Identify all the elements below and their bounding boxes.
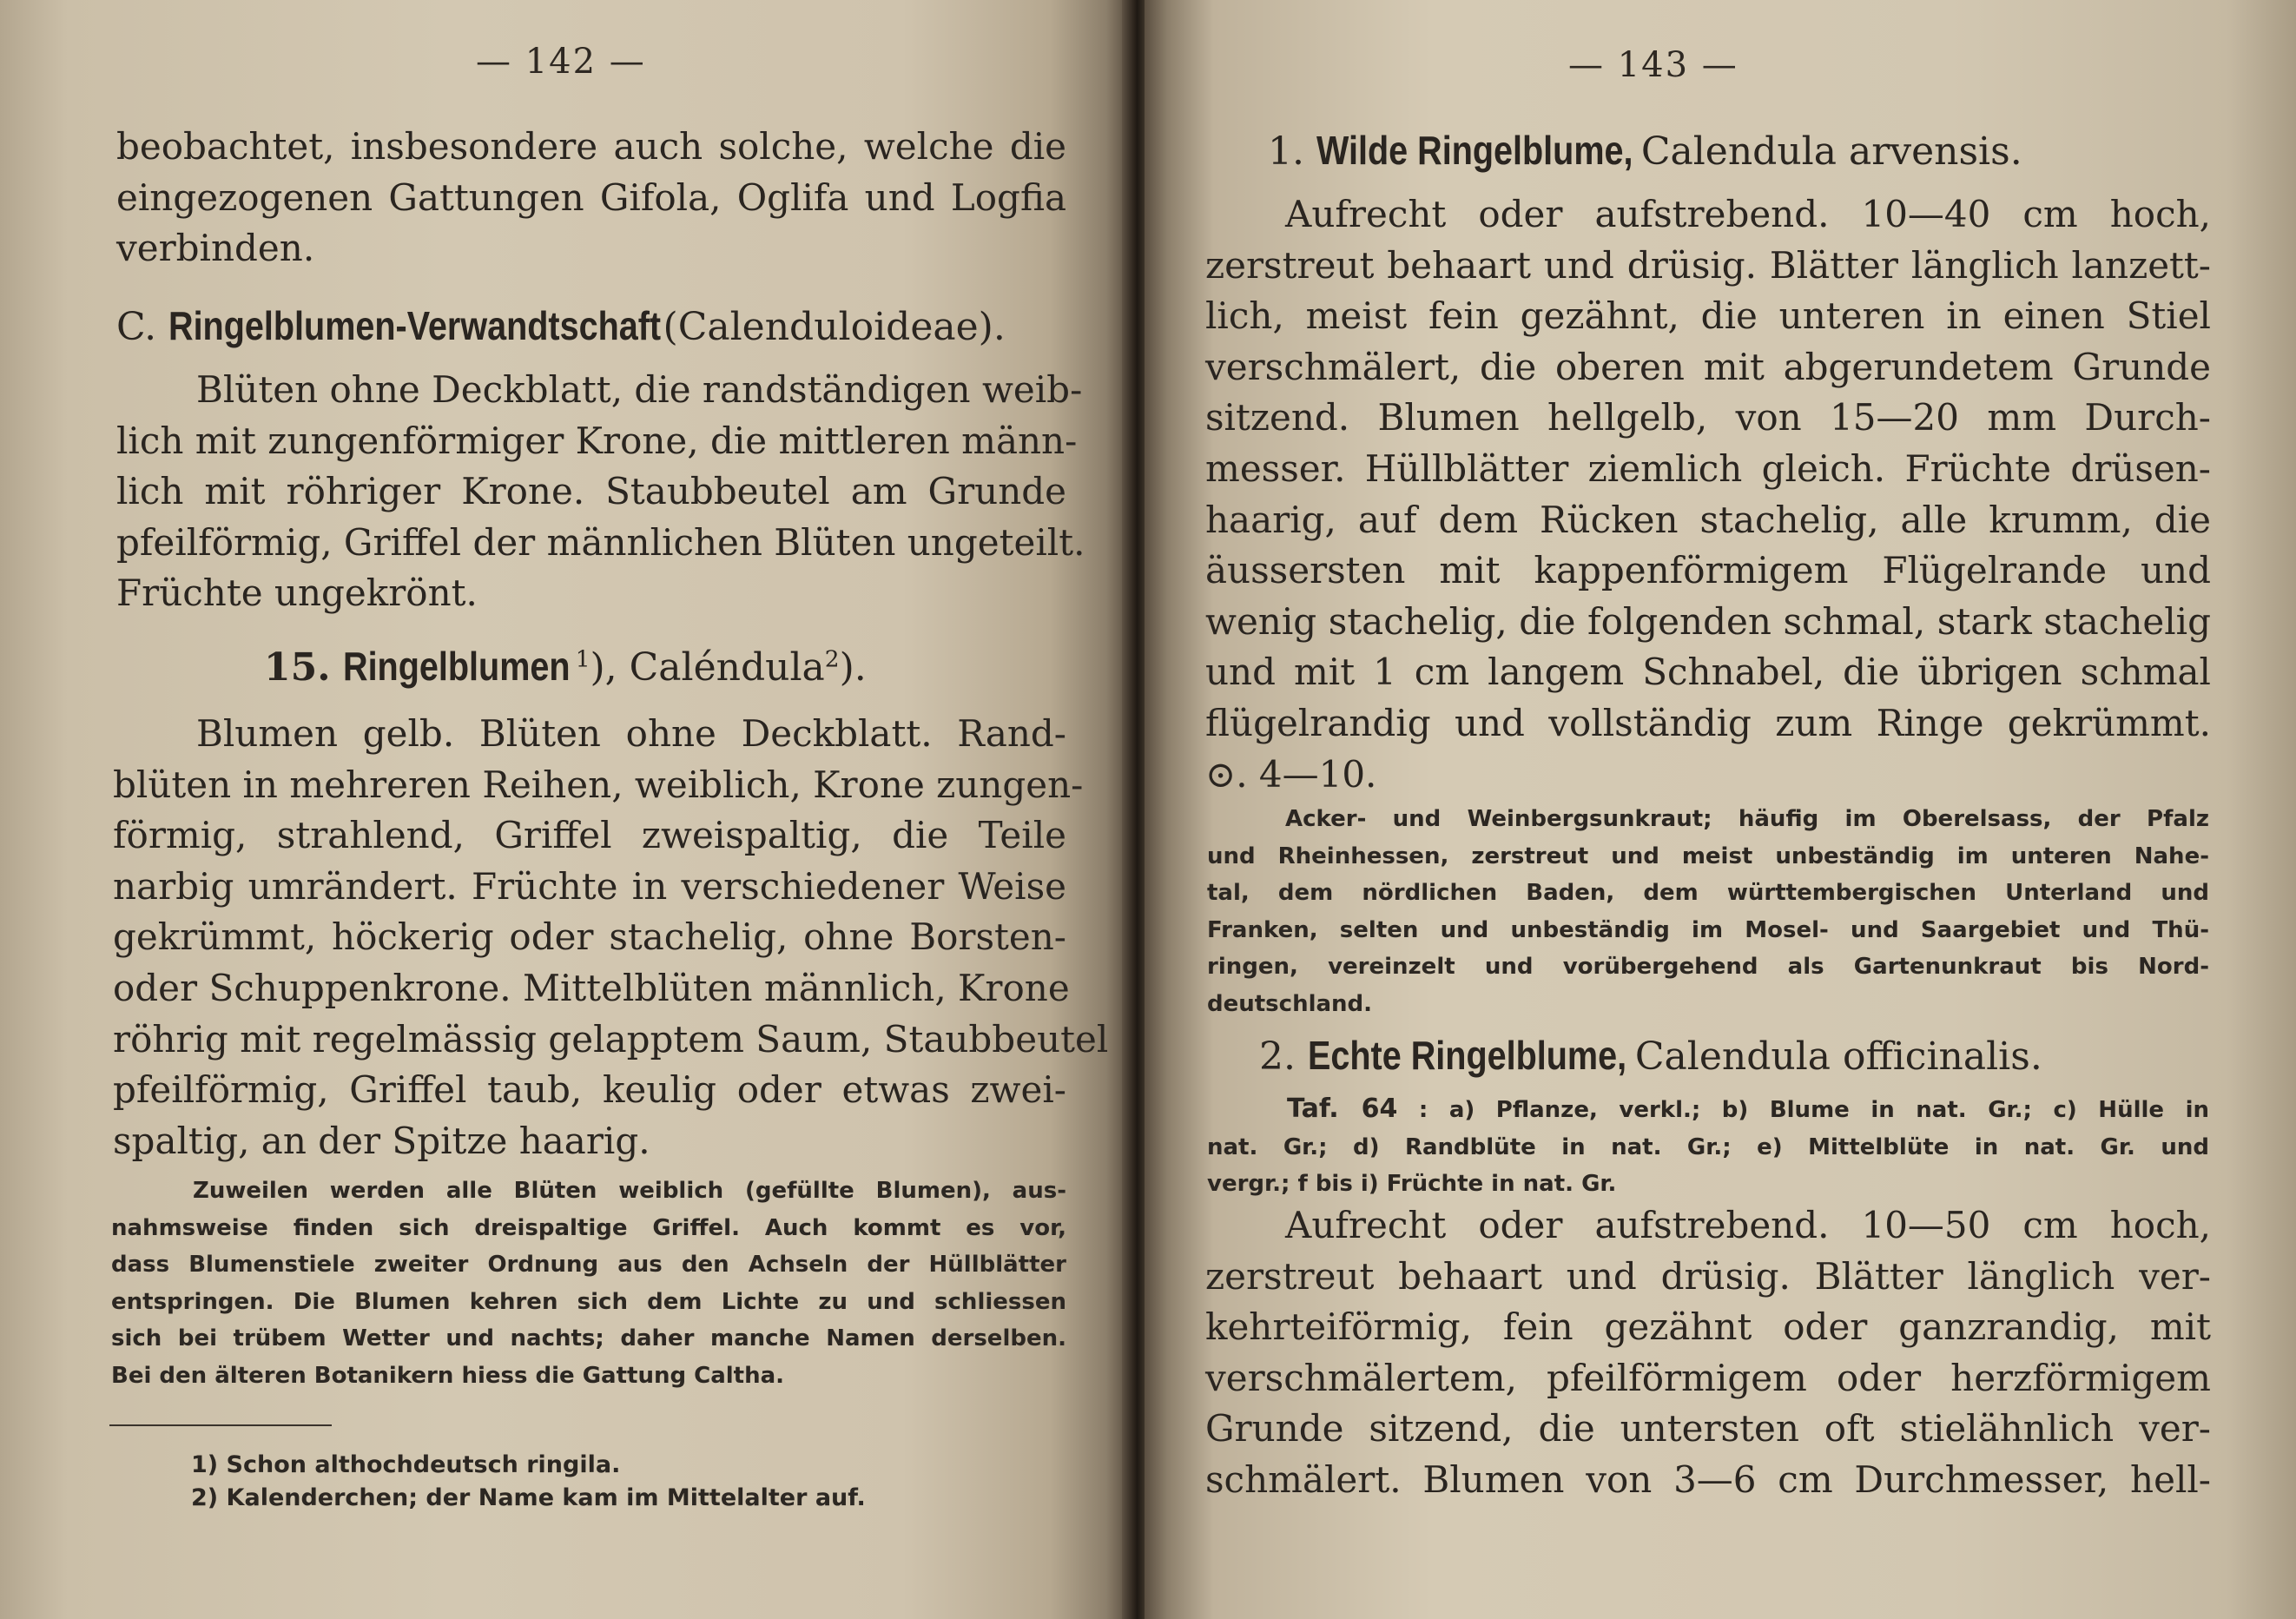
note-line: dass Blumenstiele zweiter Ordnung aus den Achseln der Hüllblätter: [111, 1252, 1066, 1279]
section-letter: C.: [116, 305, 157, 349]
text-line: Aufrecht oder aufstrebend. 10—50 cm hoch,: [1285, 1204, 2211, 1246]
note-line: Franken, selten und unbeständig im Mosel- und Saargebiet und Thü-: [1207, 916, 2209, 943]
text-line: kehrteiförmig, fein gezähnt oder ganzrandig, mit: [1205, 1305, 2211, 1349]
text-line: gekrümmt, höckerig oder stachelig, ohne Borsten-: [113, 915, 1066, 959]
genus-note: [111, 1173, 1066, 1395]
note-line: tal, dem nördlichen Baden, dem württembergischen Unterland und: [1207, 880, 2209, 907]
note-line: Zuweilen werden alle Blüten weiblich (gefüllte Blumen), aus-: [193, 1178, 1066, 1204]
text-line: verschmälertem, pfeilförmigem oder herzförmigem: [1205, 1356, 2211, 1399]
text-line: lich mit röhriger Krone. Staubbeutel am Grunde: [116, 470, 1066, 513]
species2-description: [1205, 1200, 2211, 1506]
right-page: [1145, 0, 2296, 1619]
text-line: verbinden.: [116, 227, 315, 270]
text-line: förmig, strahlend, Griffel zweispaltig, die Teile: [113, 814, 1066, 857]
text-line: eingezogenen Gattungen Gifola, Oglifa und Logfia: [116, 175, 1066, 219]
text-line: verschmälert, die oberen mit abgerundetem Grunde: [1205, 345, 2211, 388]
text-line: zerstreut behaart und drüsig. Blätter länglich ver-: [1205, 1254, 2211, 1298]
text-line: und mit 1 cm langem Schnabel, die übrigen schmal: [1205, 651, 2211, 694]
text-line: blüten in mehreren Reihen, weiblich, Krone zungen-: [113, 763, 1084, 806]
text-line: ⊙. 4—10.: [1205, 752, 1377, 796]
text-line: sitzend. Blumen hellgelb, von 15—20 mm Durch-: [1205, 396, 2211, 439]
note-line: Acker- und Weinbergsunkraut; häufig im Oberelsass, der Pfalz: [1285, 806, 2209, 832]
species2-heading: [1259, 1032, 2042, 1079]
section-heading: [116, 302, 1080, 349]
intro-paragraph: [116, 122, 1066, 274]
species1-distribution: [1207, 801, 2209, 1023]
footnote: [191, 1482, 866, 1515]
section-paragraph: [116, 365, 1085, 619]
footnote-divider: [109, 1424, 332, 1426]
footnote-ref: 2: [824, 645, 840, 673]
note-line: nat. Gr.; d) Randblüte in nat. Gr.; e) Mittelblüte in nat. Gr. und: [1207, 1133, 2209, 1160]
footnote-ref: 1: [575, 645, 590, 673]
species-number: 2.: [1259, 1034, 1296, 1079]
text-line: Grunde sitzend, die untersten oft stielähnlich ver-: [1205, 1407, 2211, 1450]
footnote: [191, 1449, 866, 1482]
text-line: Aufrecht oder aufstrebend. 10—40 cm hoch,: [1285, 193, 2211, 235]
species-title: Wilde Ringelblume,: [1316, 128, 1633, 173]
section-title: Ringelblumen-Verwandtschaft: [168, 303, 662, 348]
text-line: haarig, auf dem Rücken stachelig, alle krumm, die: [1205, 498, 2211, 541]
text-line: zerstreut behaart und drüsig. Blätter länglich lanzett-: [1205, 243, 2211, 287]
section-latin: (Calenduloideae).: [663, 305, 1006, 349]
note-line: ringen, vereinzelt und vorübergehend als Gartenunkraut bis Nord-: [1207, 954, 2209, 981]
text-line: oder Schuppenkrone. Mittelblüten männlich, Krone: [113, 966, 1070, 1009]
page-number: — 143 —: [1568, 45, 1738, 85]
text-line: äussersten mit kappenförmigem Flügelrande und: [1205, 549, 2211, 592]
text-line: Blüten ohne Deckblatt, die randständigen weib-: [196, 368, 1083, 411]
note-line: entspringen. Die Blumen kehren sich dem Lichte zu und schliessen: [111, 1288, 1066, 1315]
text-line: pfeilförmig, Griffel der männlichen Blüten ungeteilt.: [116, 520, 1085, 564]
note-line: sich bei trübem Wetter und nachts; daher manche Namen derselben.: [111, 1325, 1066, 1352]
plate-reference: [1207, 1091, 2209, 1203]
note-line: deutschland.: [1207, 990, 1373, 1017]
footnote-text: Schon althochdeutsch ringila.: [226, 1451, 621, 1478]
text-line: lich mit zungenförmiger Krone, die mittleren männ-: [116, 419, 1078, 462]
plate-text: : a) Pflanze, verkl.; b) Blume in nat. Gr.; c) Hülle in: [1418, 1097, 2210, 1123]
text-line: pfeilförmig, Griffel taub, keulig oder etwas zwei-: [113, 1068, 1066, 1112]
note-line: und Rheinhessen, zerstreut und meist unbeständig im unteren Nahe-: [1207, 843, 2209, 869]
note-line: vergr.; f bis i) Früchte in nat. Gr.: [1207, 1171, 1617, 1198]
text-line: wenig stachelig, die folgenden schmal, stark stachelig: [1205, 599, 2211, 643]
text-line: beobachtet, insbesondere auch solche, welche die: [116, 125, 1066, 168]
genus-number: 15.: [264, 645, 331, 690]
text-line: lich, meist fein gezähnt, die unteren in einen Stiel: [1205, 294, 2211, 338]
genus-close: ).: [839, 645, 867, 690]
text-line: spaltig, an der Spitze haarig.: [113, 1119, 650, 1162]
text-line: röhrig mit regelmässig gelapptem Saum, Staubbeutel: [113, 1017, 1109, 1061]
text-line: narbig umrändert. Früchte in verschiedener Weise: [113, 864, 1066, 908]
note-line: nahmsweise finden sich dreispaltige Griffel. Auch kommt es vor,: [111, 1214, 1066, 1241]
footnote-mark: 2): [191, 1484, 219, 1511]
text-line: messer. Hüllblätter ziemlich gleich. Früchte drüsen-: [1205, 446, 2211, 490]
genus-heading: [264, 643, 867, 690]
note-line: Bei den älteren Botanikern hiess die Gattung Caltha.: [111, 1362, 785, 1389]
species-latin: Calendula officinalis.: [1634, 1034, 2042, 1079]
note-line: [1207, 1091, 2209, 1129]
left-page: [0, 0, 1129, 1619]
plate-label: Taf. 64: [1287, 1094, 1398, 1124]
species1-heading: [1268, 127, 2022, 174]
genus-title: Ringelblumen: [342, 644, 571, 689]
page-number: — 142 —: [476, 42, 646, 82]
species-title: Echte Ringelblume,: [1307, 1033, 1627, 1078]
text-line: Blumen gelb. Blüten ohne Deckblatt. Rand-: [196, 712, 1066, 755]
genus-latin: ), Caléndula: [590, 645, 825, 690]
genus-paragraph: [113, 709, 1109, 1166]
footnote-mark: 1): [191, 1451, 219, 1478]
species1-description: [1205, 189, 2211, 800]
footnote-text: Kalenderchen; der Name kam im Mittelalter auf.: [226, 1484, 866, 1511]
footnotes: [191, 1449, 866, 1515]
text-line: Früchte ungekrönt.: [116, 572, 478, 615]
species-number: 1.: [1268, 129, 1304, 174]
species-latin: Calendula arvensis.: [1640, 129, 2022, 174]
text-line: schmälert. Blumen von 3—6 cm Durchmesser, hell-: [1205, 1457, 2211, 1501]
text-line: flügelrandig und vollständig zum Ringe gekrümmt.: [1205, 701, 2211, 744]
